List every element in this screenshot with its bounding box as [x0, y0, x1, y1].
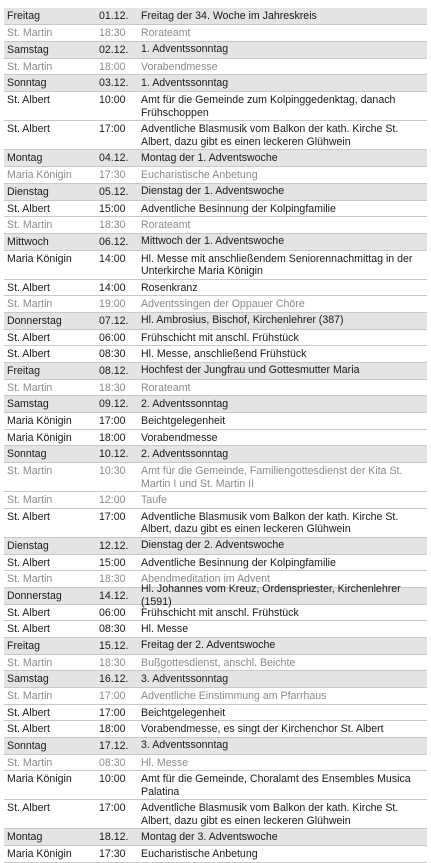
day-header-row	[4, 75, 427, 92]
event-location: St. Martin	[7, 219, 53, 231]
day-name: Samstag	[7, 673, 49, 685]
day-date: 15.12.	[99, 639, 129, 652]
day-header-row	[4, 638, 427, 655]
event-time: 08:30	[99, 756, 126, 769]
day-title: 1. Adventssonntag	[141, 76, 229, 89]
event-description: Rorateamt	[141, 381, 191, 394]
event-time: 18:30	[99, 573, 126, 585]
event-time: 18:00	[99, 431, 126, 444]
event-location: St. Martin	[7, 494, 53, 506]
event-description: Frühschicht mit anschl. Frühstück	[141, 606, 299, 619]
day-name: Dienstag	[7, 185, 49, 198]
event-time: 17:00	[99, 706, 126, 719]
event-time: 14:00	[99, 252, 126, 265]
day-header-row	[4, 671, 427, 688]
day-header-row	[4, 396, 427, 413]
day-header-row	[4, 538, 427, 555]
event-row	[4, 755, 427, 772]
day-title: Montag der 1. Adventswoche	[141, 151, 278, 164]
day-title: 1. Adventssonntag	[141, 43, 229, 56]
event-location: Maria Königin	[7, 848, 72, 860]
day-header-row	[4, 8, 427, 25]
day-title: Hl. Johannes vom Kreuz, Ordenspriester, Kirchenlehrer (1591)	[141, 583, 401, 608]
day-date: 06.12.	[99, 235, 129, 248]
event-row	[4, 688, 427, 705]
event-location: St. Albert	[7, 123, 50, 135]
event-time: 06:00	[99, 331, 126, 344]
event-time: 15:00	[99, 202, 126, 215]
event-description: Frühschicht mit anschl. Frühstück	[141, 331, 299, 344]
day-header-row	[4, 583, 427, 608]
day-title: Montag der 3. Adventswoche	[141, 830, 278, 843]
day-title: Hochfest der Jungfrau und Gottesmutter Maria	[141, 364, 360, 377]
event-location: St. Albert	[7, 556, 50, 569]
event-row	[4, 380, 427, 397]
event-row	[4, 655, 427, 672]
event-location: St. Martin	[7, 381, 53, 394]
event-description: Adventliche Blasmusik vom Balkon der kath. Kirche St. Albert, dazu gibt es einen leckeren Glühwein	[141, 123, 399, 148]
day-date: 12.12.	[99, 539, 129, 552]
event-row	[4, 721, 427, 738]
schedule-table	[4, 0, 427, 863]
day-name: Sonntag	[7, 448, 47, 460]
event-row	[4, 201, 427, 218]
event-description: Amt für die Gemeinde, Familiengottesdienst der Kita St. Martin I und St. Martin II	[141, 465, 403, 490]
event-row	[4, 430, 427, 447]
day-title: Freitag der 34. Woche im Jahreskreis	[141, 9, 317, 22]
event-location: Maria Königin	[7, 169, 72, 181]
event-location: Maria Königin	[7, 415, 72, 427]
event-row	[4, 800, 427, 829]
day-date: 10.12.	[99, 448, 129, 460]
event-row	[4, 492, 427, 509]
day-name: Donnerstag	[7, 314, 62, 327]
day-title: Mittwoch der 1. Adventswoche	[141, 235, 285, 248]
event-time: 18:00	[99, 723, 126, 735]
event-location: St. Albert	[7, 623, 50, 635]
event-description: Amt für die Gemeinde zum Kolpinggedenktag, danach Frühschoppen	[141, 94, 396, 119]
event-time: 17:00	[99, 415, 126, 427]
day-name: Sonntag	[7, 77, 47, 89]
event-location: St. Albert	[7, 723, 50, 735]
day-title: Dienstag der 1. Adventswoche	[141, 185, 285, 198]
event-time: 06:00	[99, 606, 126, 619]
day-date: 07.12.	[99, 314, 129, 327]
event-description: Rosenkranz	[141, 281, 198, 294]
day-date: 02.12.	[99, 43, 129, 56]
event-time: 18:30	[99, 381, 126, 394]
day-name: Dienstag	[7, 539, 49, 552]
event-row	[4, 25, 427, 42]
day-title: Dienstag der 2. Adventswoche	[141, 539, 285, 552]
day-date: 05.12.	[99, 185, 129, 198]
event-time: 10:00	[99, 94, 126, 106]
event-description: Taufe	[141, 494, 167, 506]
event-description: Vorabendmesse	[141, 60, 218, 73]
event-row	[4, 413, 427, 430]
event-time: 17:00	[99, 690, 126, 702]
event-row	[4, 705, 427, 722]
event-row	[4, 555, 427, 572]
day-name: Donnerstag	[7, 589, 62, 602]
day-header-row	[4, 150, 427, 167]
event-time: 17:30	[99, 848, 126, 860]
event-description: Eucharistische Anbetung	[141, 169, 258, 181]
event-row	[4, 846, 427, 863]
day-name: Freitag	[7, 364, 40, 377]
event-time: 17:30	[99, 169, 126, 181]
day-date: 04.12.	[99, 152, 129, 164]
event-description: Hl. Messe mit anschließendem Seniorennachmittag in der Unterkirche Maria Königin	[141, 252, 413, 277]
day-header-row	[4, 234, 427, 251]
day-title: 2. Adventssonntag	[141, 397, 229, 410]
event-row	[4, 509, 427, 538]
day-name: Mittwoch	[7, 235, 49, 248]
event-row	[4, 771, 427, 800]
event-location: Maria Königin	[7, 431, 72, 444]
day-date: 08.12.	[99, 364, 129, 377]
event-row	[4, 296, 427, 313]
event-description: Adventliche Blasmusik vom Balkon der kath. Kirche St. Albert, dazu gibt es einen leckeren Glühwein	[141, 510, 399, 535]
event-location: St. Martin	[7, 573, 53, 585]
event-description: Vorabendmesse	[141, 431, 218, 444]
day-title: 3. Adventssonntag	[141, 739, 229, 752]
day-date: 14.12.	[99, 589, 129, 602]
day-title: Hl. Ambrosius, Bischof, Kirchenlehrer (387)	[141, 314, 344, 327]
event-row	[4, 621, 427, 638]
event-row	[4, 605, 427, 622]
event-description: Adventssingen der Oppauer Chöre	[141, 298, 305, 310]
event-location: St. Albert	[7, 202, 50, 215]
day-date: 09.12.	[99, 398, 129, 410]
event-location: St. Albert	[7, 510, 50, 523]
event-time: 18:30	[99, 219, 126, 231]
event-description: Abendmeditation im Advent	[141, 573, 270, 585]
event-row	[4, 251, 427, 280]
event-row	[4, 217, 427, 234]
day-name: Sonntag	[7, 739, 47, 752]
event-description: Bußgottesdienst, anschl. Beichte	[141, 656, 296, 669]
event-description: Adventliche Besinnung der Kolpingfamilie	[141, 202, 336, 215]
event-time: 17:00	[99, 802, 126, 814]
event-time: 14:00	[99, 281, 126, 294]
day-header-row	[4, 738, 427, 755]
day-header-row	[4, 829, 427, 846]
event-description: Adventliche Besinnung der Kolpingfamilie	[141, 556, 336, 569]
event-location: St. Albert	[7, 281, 50, 294]
day-name: Freitag	[7, 10, 40, 22]
event-time: 18:30	[99, 656, 126, 669]
day-date: 16.12.	[99, 673, 129, 685]
day-header-row	[4, 184, 427, 201]
event-description: Beichtgelegenheit	[141, 706, 226, 719]
event-location: St. Martin	[7, 756, 53, 769]
day-date: 03.12.	[99, 77, 129, 89]
event-description: Hl. Messe, anschließend Frühstück	[141, 348, 307, 360]
day-header-row	[4, 363, 427, 380]
day-name: Montag	[7, 152, 43, 164]
day-title: 3. Adventssonntag	[141, 672, 229, 685]
event-location: St. Albert	[7, 348, 50, 360]
event-description: Hl. Messe	[141, 756, 189, 769]
event-row	[4, 167, 427, 184]
day-header-row	[4, 446, 427, 463]
event-location: St. Albert	[7, 331, 50, 344]
event-location: St. Martin	[7, 60, 53, 73]
event-time: 10:00	[99, 773, 126, 785]
event-time: 18:30	[99, 27, 126, 39]
event-time: 10:30	[99, 465, 126, 477]
event-description: Adventliche Blasmusik vom Balkon der kath. Kirche St. Albert, dazu gibt es einen leckeren Glühwein	[141, 802, 399, 827]
event-location: St. Martin	[7, 465, 53, 477]
event-time: 08:30	[99, 348, 126, 360]
event-time: 12:00	[99, 494, 126, 506]
event-location: St. Albert	[7, 94, 50, 106]
day-date: 01.12.	[99, 10, 129, 22]
event-time: 17:00	[99, 123, 126, 135]
event-description: Eucharistische Anbetung	[141, 848, 258, 860]
event-time: 15:00	[99, 556, 126, 569]
event-description: Rorateamt	[141, 219, 191, 231]
event-description: Vorabendmesse, es singt der Kirchenchor St. Albert	[141, 723, 384, 735]
event-description: Hl. Messe	[141, 623, 189, 635]
event-location: Maria Königin	[7, 773, 72, 785]
day-name: Montag	[7, 831, 43, 843]
event-description: Adventliche Einstimmung am Pfarrhaus	[141, 690, 327, 702]
event-location: St. Martin	[7, 656, 53, 669]
event-time: 08:30	[99, 623, 126, 635]
event-time: 18:00	[99, 60, 126, 73]
day-name: Freitag	[7, 639, 40, 652]
event-description: Amt für die Gemeinde, Choralamt des Ensembles Musica Palatina	[141, 773, 411, 798]
event-row	[4, 92, 427, 121]
event-time: 19:00	[99, 298, 126, 310]
event-row	[4, 59, 427, 76]
event-row	[4, 463, 427, 492]
event-description: Beichtgelegenheit	[141, 415, 226, 427]
day-title: Freitag der 2. Adventswoche	[141, 639, 276, 652]
event-row	[4, 280, 427, 297]
event-row	[4, 346, 427, 363]
day-title: 2. Adventssonntag	[141, 447, 229, 460]
event-location: St. Albert	[7, 802, 50, 814]
event-description: Rorateamt	[141, 27, 191, 39]
event-time: 17:00	[99, 510, 126, 523]
event-location: Maria Königin	[7, 252, 72, 265]
day-date: 18.12.	[99, 831, 129, 843]
event-location: St. Albert	[7, 706, 50, 719]
day-header-row	[4, 313, 427, 330]
day-header-row	[4, 42, 427, 59]
event-row	[4, 330, 427, 347]
day-name: Samstag	[7, 43, 49, 56]
day-date: 17.12.	[99, 739, 129, 752]
event-location: St. Martin	[7, 690, 53, 702]
event-location: St. Martin	[7, 298, 53, 310]
event-location: St. Martin	[7, 27, 53, 39]
event-row	[4, 121, 427, 150]
event-location: St. Albert	[7, 606, 50, 619]
day-name: Samstag	[7, 398, 49, 410]
